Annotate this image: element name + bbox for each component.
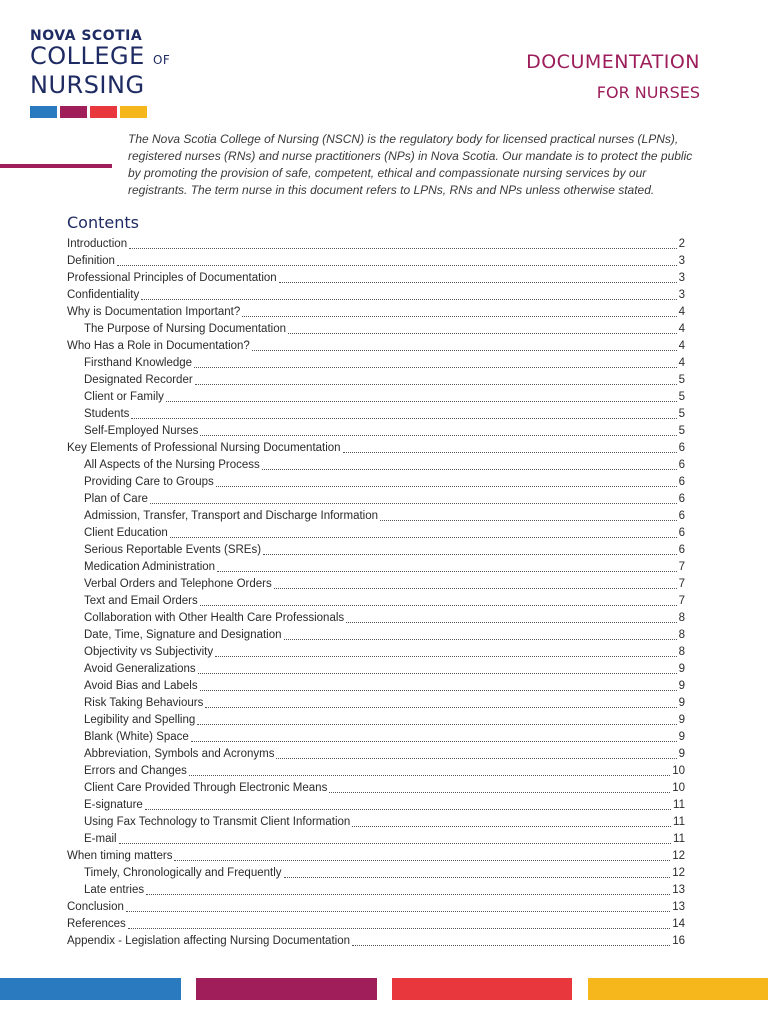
table-of-contents	[67, 236, 685, 950]
toc-entry-label: References	[67, 918, 126, 930]
toc-entry-page: 6	[678, 476, 685, 488]
nscn-logo	[30, 28, 170, 118]
toc-entry[interactable]	[67, 338, 685, 355]
toc-entry-page: 8	[678, 612, 685, 624]
toc-entry[interactable]	[67, 610, 685, 627]
toc-entry-label: All Aspects of the Nursing Process	[84, 459, 260, 471]
toc-entry-label: Objectivity vs Subjectivity	[84, 646, 214, 658]
toc-leader-dots	[126, 911, 670, 912]
toc-leader-dots	[191, 741, 677, 742]
toc-entry-page: 5	[678, 425, 685, 437]
toc-entry[interactable]	[67, 627, 685, 644]
document-subtitle: FOR NURSES	[596, 83, 700, 102]
toc-entry-page: 6	[678, 544, 685, 556]
toc-entry-label: Avoid Generalizations	[84, 663, 196, 675]
toc-leader-dots	[141, 299, 676, 300]
toc-entry[interactable]	[67, 644, 685, 661]
toc-entry[interactable]	[67, 372, 685, 389]
toc-entry[interactable]	[67, 729, 685, 746]
toc-leader-dots	[276, 758, 676, 759]
footer-color-bars	[0, 978, 768, 1000]
toc-entry-page: 4	[678, 357, 685, 369]
toc-leader-dots	[119, 843, 671, 844]
toc-entry[interactable]	[67, 763, 685, 780]
toc-leader-dots	[284, 877, 671, 878]
toc-entry-page: 6	[678, 510, 685, 522]
toc-leader-dots	[262, 469, 677, 470]
toc-entry-page: 4	[678, 323, 685, 335]
logo-bar-red	[90, 106, 117, 118]
toc-entry-label: Definition	[67, 255, 115, 267]
toc-entry-page: 9	[678, 697, 685, 709]
toc-entry[interactable]	[67, 712, 685, 729]
toc-entry-page: 9	[678, 748, 685, 760]
toc-entry-label: When timing matters	[67, 850, 173, 862]
toc-entry-label: Client or Family	[84, 391, 164, 403]
toc-entry[interactable]	[67, 508, 685, 525]
toc-entry-label: Self-Employed Nurses	[84, 425, 199, 437]
toc-entry[interactable]	[67, 814, 685, 831]
toc-entry-page: 9	[678, 663, 685, 675]
toc-entry[interactable]	[67, 304, 685, 321]
toc-entry-page: 5	[678, 391, 685, 403]
toc-leader-dots	[145, 809, 671, 810]
toc-leader-dots	[146, 894, 670, 895]
toc-entry[interactable]	[67, 355, 685, 372]
toc-entry-page: 9	[678, 680, 685, 692]
footer-bar-red	[392, 978, 572, 1000]
toc-entry[interactable]	[67, 321, 685, 338]
toc-entry-label: Legibility and Spelling	[84, 714, 196, 726]
toc-entry[interactable]	[67, 780, 685, 797]
logo-line-nova-scotia: NOVA SCOTIA	[30, 28, 143, 44]
toc-entry-page: 13	[672, 901, 685, 913]
footer-bar-magenta	[196, 978, 377, 1000]
toc-leader-dots	[352, 826, 671, 827]
toc-entry-label: Client Education	[84, 527, 168, 539]
toc-leader-dots	[117, 265, 677, 266]
logo-color-bars	[30, 106, 170, 118]
toc-entry-page: 13	[672, 884, 685, 896]
toc-leader-dots	[131, 418, 676, 419]
toc-leader-dots	[200, 690, 677, 691]
toc-entry-label: E-mail	[84, 833, 117, 845]
toc-entry-page: 14	[672, 918, 685, 930]
toc-entry[interactable]	[67, 695, 685, 712]
toc-leader-dots	[352, 945, 670, 946]
toc-entry[interactable]	[67, 933, 685, 950]
logo-bar-blue	[30, 106, 57, 118]
toc-leader-dots	[170, 537, 677, 538]
toc-entry-label: Abbreviation, Symbols and Acronyms	[84, 748, 275, 760]
footer-bar-blue	[0, 978, 181, 1000]
toc-entry-label: Text and Email Orders	[84, 595, 198, 607]
toc-leader-dots	[380, 520, 677, 521]
toc-entry[interactable]	[67, 253, 685, 270]
toc-entry-label: Errors and Changes	[84, 765, 187, 777]
logo-bar-yellow	[120, 106, 147, 118]
toc-entry-page: 6	[678, 459, 685, 471]
toc-entry[interactable]	[67, 474, 685, 491]
toc-leader-dots	[200, 605, 677, 606]
toc-entry-page: 9	[678, 731, 685, 743]
accent-rule	[0, 164, 112, 168]
toc-entry[interactable]	[67, 559, 685, 576]
toc-entry-page: 16	[672, 935, 685, 947]
toc-entry-page: 12	[672, 850, 685, 862]
toc-leader-dots	[329, 792, 670, 793]
toc-leader-dots	[150, 503, 677, 504]
toc-entry-page: 7	[678, 561, 685, 573]
toc-entry-label: Serious Reportable Events (SREs)	[84, 544, 262, 556]
toc-leader-dots	[189, 775, 670, 776]
toc-entry-label: Verbal Orders and Telephone Orders	[84, 578, 272, 590]
document-title: DOCUMENTATION	[526, 51, 700, 73]
toc-entry[interactable]	[67, 406, 685, 423]
toc-entry[interactable]	[67, 593, 685, 610]
toc-entry[interactable]	[67, 746, 685, 763]
toc-entry-label: Avoid Bias and Labels	[84, 680, 198, 692]
toc-leader-dots	[205, 707, 676, 708]
toc-entry[interactable]	[67, 542, 685, 559]
toc-leader-dots	[288, 333, 677, 334]
toc-entry-page: 5	[678, 408, 685, 420]
toc-entry-page: 11	[673, 816, 685, 828]
logo-of-text: OF	[152, 53, 171, 67]
toc-entry-label: Client Care Provided Through Electronic Means	[84, 782, 328, 794]
toc-entry[interactable]	[67, 661, 685, 678]
toc-entry[interactable]	[67, 457, 685, 474]
toc-entry-label: Designated Recorder	[84, 374, 193, 386]
toc-entry[interactable]	[67, 882, 685, 899]
toc-leader-dots	[263, 554, 677, 555]
toc-entry[interactable]	[67, 389, 685, 406]
toc-entry[interactable]	[67, 678, 685, 695]
logo-college-text: COLLEGE	[30, 42, 145, 70]
toc-leader-dots	[128, 928, 670, 929]
toc-entry[interactable]	[67, 831, 685, 848]
toc-entry-label: Providing Care to Groups	[84, 476, 214, 488]
document-title-block	[526, 50, 700, 104]
toc-leader-dots	[346, 622, 676, 623]
toc-entry-page: 3	[678, 272, 685, 284]
toc-entry-label: Professional Principles of Documentation	[67, 272, 277, 284]
toc-entry[interactable]	[67, 270, 685, 287]
toc-leader-dots	[195, 384, 677, 385]
toc-entry-label: Admission, Transfer, Transport and Discharge Information	[84, 510, 379, 522]
toc-entry-label: Key Elements of Professional Nursing Documentation	[67, 442, 341, 454]
toc-leader-dots	[217, 571, 677, 572]
toc-entry-page: 9	[678, 714, 685, 726]
toc-leader-dots	[279, 282, 677, 283]
logo-line-college	[30, 44, 170, 73]
toc-entry-page: 10	[672, 765, 685, 777]
toc-entry-label: Appendix - Legislation affecting Nursing Documentation	[67, 935, 350, 947]
toc-entry[interactable]	[67, 916, 685, 933]
toc-entry-label: Firsthand Knowledge	[84, 357, 193, 369]
toc-entry-page: 8	[678, 646, 685, 658]
toc-entry[interactable]	[67, 525, 685, 542]
toc-entry-label: Medication Administration	[84, 561, 216, 573]
logo-line-nursing: NURSING	[30, 71, 145, 99]
toc-entry-page: 6	[678, 493, 685, 505]
toc-leader-dots	[200, 435, 676, 436]
toc-leader-dots	[242, 316, 676, 317]
toc-entry-page: 4	[678, 306, 685, 318]
toc-leader-dots	[284, 639, 677, 640]
logo-bar-magenta	[60, 106, 87, 118]
toc-leader-dots	[198, 673, 677, 674]
toc-entry-label: Late entries	[84, 884, 145, 896]
toc-leader-dots	[197, 724, 676, 725]
toc-entry-page: 7	[678, 578, 685, 590]
toc-entry-label: Date, Time, Signature and Designation	[84, 629, 282, 641]
toc-entry-page: 11	[673, 799, 685, 811]
toc-entry-page: 7	[678, 595, 685, 607]
toc-entry[interactable]	[67, 423, 685, 440]
toc-entry-label: Students	[84, 408, 130, 420]
toc-entry-label: Using Fax Technology to Transmit Client Information	[84, 816, 351, 828]
toc-entry[interactable]	[67, 287, 685, 304]
toc-entry-label: Plan of Care	[84, 493, 148, 505]
toc-entry-label: Timely, Chronologically and Frequently	[84, 867, 282, 879]
toc-entry[interactable]	[67, 236, 685, 253]
toc-entry[interactable]	[67, 576, 685, 593]
toc-entry-label: The Purpose of Nursing Documentation	[84, 323, 286, 335]
toc-entry-page: 4	[678, 340, 685, 352]
intro-paragraph: The Nova Scotia College of Nursing (NSCN) is the regulatory body for licensed practical nurses (LPNs), registered nurses (RNs) and nurse practitioners (NPs) in Nova Scotia. Our mandate is to protect the public by promoting the provision of safe, competent, ethical and compassionate nursing services by our registrants. The term nurse in this document refers to LPNs, RNs and NPs unless otherwise stated.	[128, 132, 693, 197]
toc-leader-dots	[343, 452, 677, 453]
toc-leader-dots	[166, 401, 677, 402]
toc-leader-dots	[215, 656, 676, 657]
toc-entry-label: Who Has a Role in Documentation?	[67, 340, 250, 352]
toc-entry[interactable]	[67, 491, 685, 508]
toc-leader-dots	[216, 486, 677, 487]
toc-entry-label: Why is Documentation Important?	[67, 306, 241, 318]
toc-entry[interactable]	[67, 899, 685, 916]
toc-entry-label: Confidentiality	[67, 289, 140, 301]
toc-entry-page: 6	[678, 527, 685, 539]
toc-entry-page: 11	[673, 833, 685, 845]
toc-entry-label: Risk Taking Behaviours	[84, 697, 204, 709]
toc-entry-page: 5	[678, 374, 685, 386]
toc-entry-page: 10	[672, 782, 685, 794]
toc-entry-page: 12	[672, 867, 685, 879]
footer-bar-yellow	[588, 978, 768, 1000]
toc-entry-label: E-signature	[84, 799, 143, 811]
toc-entry[interactable]	[67, 848, 685, 865]
toc-entry-label: Collaboration with Other Health Care Professionals	[84, 612, 345, 624]
toc-entry-page: 2	[678, 238, 685, 250]
contents-heading: Contents	[67, 213, 139, 232]
toc-entry[interactable]	[67, 797, 685, 814]
toc-leader-dots	[129, 248, 676, 249]
toc-leader-dots	[194, 367, 677, 368]
toc-entry-label: Conclusion	[67, 901, 124, 913]
toc-entry[interactable]	[67, 440, 685, 457]
toc-entry-page: 3	[678, 255, 685, 267]
toc-entry-page: 6	[678, 442, 685, 454]
toc-entry-page: 3	[678, 289, 685, 301]
toc-leader-dots	[274, 588, 677, 589]
toc-entry-label: Blank (White) Space	[84, 731, 189, 743]
toc-entry-page: 8	[678, 629, 685, 641]
toc-leader-dots	[252, 350, 677, 351]
toc-entry[interactable]	[67, 865, 685, 882]
toc-entry-label: Introduction	[67, 238, 128, 250]
toc-leader-dots	[174, 860, 670, 861]
